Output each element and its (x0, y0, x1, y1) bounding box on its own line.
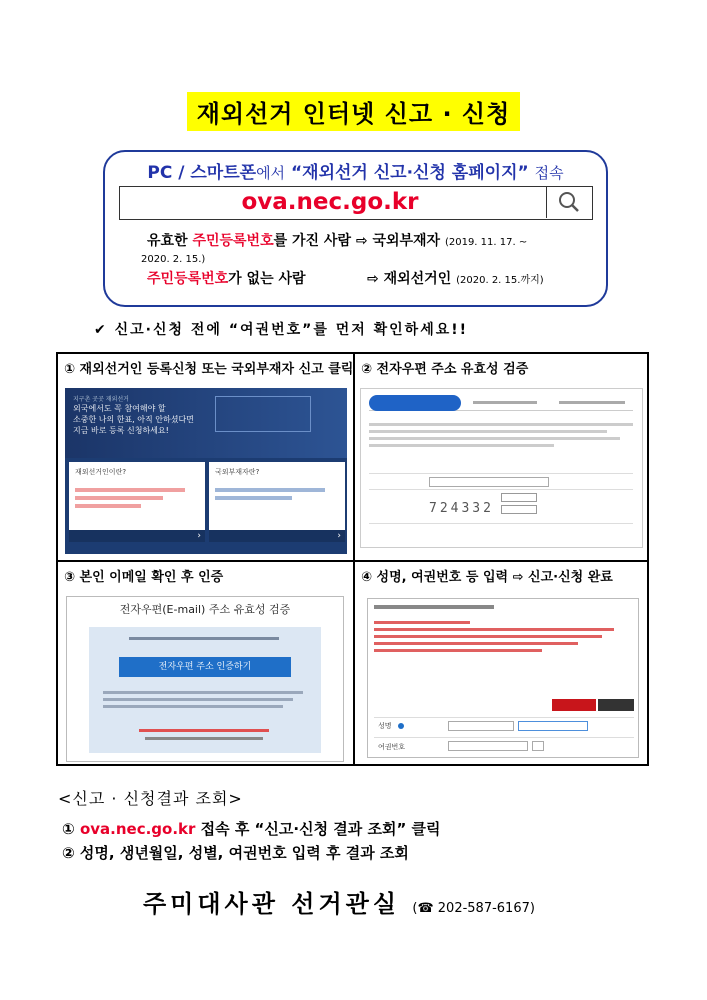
help-icon[interactable] (398, 723, 404, 729)
panel-absentee[interactable] (209, 462, 345, 542)
search-button[interactable] (546, 187, 592, 218)
captcha-text: 724332 (429, 501, 494, 516)
info-line-2-b: 가 없는 사람 (228, 271, 306, 287)
footer (143, 884, 535, 919)
panel-overseas-voter-button[interactable] (69, 530, 205, 542)
info-line-1-a: 유효한 (147, 233, 188, 249)
screenshot-registration (65, 388, 347, 554)
step-cell-1 (58, 354, 353, 560)
info-line-1-period2: 2020. 2. 15.) (141, 254, 206, 265)
tab-3 (559, 401, 625, 404)
result-step-1 (62, 818, 441, 839)
panel-overseas-voter-text (75, 488, 185, 512)
chevron-right-icon: › (197, 531, 201, 541)
hero-sub: 지구촌 곳곳 재외선거 (73, 396, 129, 403)
panel-absentee-button[interactable] (209, 530, 345, 542)
passport-notice: ✔ 신고·신청 전에 “여권번호”를 먼저 확인하세요!! (94, 322, 469, 338)
captcha-row (369, 489, 633, 490)
hero-headline (73, 396, 213, 436)
title-wrap (0, 92, 707, 131)
label-name: 성명 (378, 722, 392, 730)
email-verify-button[interactable]: 전자우편 주소 인증하기 (119, 657, 291, 677)
tab-2 (473, 401, 537, 404)
panel-overseas-voter-title: 재외선거인이란? (75, 468, 127, 476)
step-3-heading: ③ 본인 이메일 확인 후 인증 (64, 570, 224, 585)
passport-field[interactable] (448, 741, 528, 751)
hero-line-3: 지금 바로 등록 신청하세요! (73, 425, 169, 435)
schedule-box (215, 396, 311, 432)
info-line-1-period: (2019. 11. 17. ~ (444, 237, 528, 248)
hero-banner (65, 388, 347, 458)
step-1-heading: ① 재외선거인 등록신청 또는 국외부재자 신고 클릭 (64, 362, 354, 377)
result-step-1-text: 접속 후 “신고·신청 결과 조회” 클릭 (200, 820, 441, 838)
captcha-audio-button[interactable] (501, 505, 537, 514)
captcha-refresh-button[interactable] (501, 493, 537, 502)
access-lead: PC / 스마트폰 (147, 163, 257, 183)
email-verify-note (145, 737, 263, 740)
screenshot-email-check (360, 388, 643, 548)
label-passport: 여권번호 (378, 743, 406, 751)
progress-tabs (369, 395, 633, 411)
tab-active (369, 395, 461, 411)
step-4-heading: ④ 성명, 여권번호 등 입력 ⇨ 신고·신청 완료 (361, 570, 613, 585)
step-cell-4 (355, 562, 649, 766)
info-line-2-right (367, 268, 544, 288)
access-box (103, 150, 608, 307)
email-info-text (369, 423, 633, 451)
step-2-heading: ② 전자우편 주소 유효성 검증 (361, 362, 529, 377)
access-verb: 접속 (534, 164, 564, 182)
info-line-1 (147, 230, 527, 250)
result-heading: <신고 · 신청결과 조회> (58, 789, 243, 808)
close-button[interactable] (598, 699, 634, 711)
captcha-buttons (501, 493, 537, 517)
info-line-1-cont (141, 250, 205, 266)
info-line-1-red: 주민등록번호 (192, 233, 274, 249)
result-step-1-num: ① (62, 820, 75, 838)
panel-overseas-voter[interactable] (69, 462, 205, 542)
email-verify-link-text (103, 691, 303, 712)
email-verify-body (89, 627, 321, 753)
step-cell-2 (355, 354, 649, 560)
info-line-2-period: (2020. 2. 15.까지) (456, 275, 544, 286)
url-bar[interactable] (119, 186, 593, 220)
captcha-footer (369, 523, 633, 524)
result-step-2: ② 성명, 생년월일, 성별, 여권번호 입력 후 결과 조회 (62, 844, 409, 862)
footer-tel: (☎ 202-587-6167) (412, 901, 535, 916)
info-line-2 (147, 268, 306, 288)
panel-absentee-title: 국외부재자란? (215, 468, 260, 476)
email-verify-text (129, 637, 279, 640)
form-instructions (374, 621, 614, 656)
load-info-button[interactable] (552, 699, 596, 711)
screenshot-application-form (367, 598, 639, 758)
email-row (369, 473, 633, 474)
form-heading (374, 605, 494, 609)
hero-line-1: 외국에서도 꼭 참여해야 할 (73, 404, 166, 414)
info-line-2-arrow: ⇨ 재외선거인 (367, 271, 452, 287)
email-verify-title: 전자우편(E-mail) 주소 유효성 검증 (119, 603, 291, 616)
result-step-1-url[interactable]: ova.nec.go.kr (79, 820, 196, 838)
surname-field[interactable] (448, 721, 514, 731)
chevron-right-icon: › (337, 531, 341, 541)
email-verify-deadline (139, 729, 269, 732)
info-line-1-b: 를 가진 사람 ⇨ 국외부재자 (273, 233, 441, 249)
step-cell-3 (58, 562, 353, 766)
name-row (374, 717, 634, 718)
passport-row (374, 737, 634, 738)
screenshot-email-verify (66, 596, 344, 762)
page-title: 재외선거 인터넷 신고 · 신청 (187, 92, 521, 131)
url-text[interactable]: ova.nec.go.kr (241, 189, 419, 215)
panel-absentee-text (215, 488, 325, 504)
steps-grid (56, 352, 649, 766)
access-heading (105, 158, 606, 183)
search-icon (547, 187, 591, 217)
info-line-2-red: 주민등록번호 (147, 271, 229, 287)
passport-check-button[interactable] (532, 741, 544, 751)
footer-org: 주미대사관 선거관실 (143, 890, 401, 918)
access-quote: “재외선거 신고·신청 홈페이지” (290, 163, 529, 183)
access-lead-suffix: 에서 (256, 164, 286, 182)
email-field[interactable] (429, 477, 549, 487)
given-name-field[interactable] (518, 721, 588, 731)
hero-line-2: 소중한 나의 한표, 아직 안하셨다면 (73, 414, 194, 424)
